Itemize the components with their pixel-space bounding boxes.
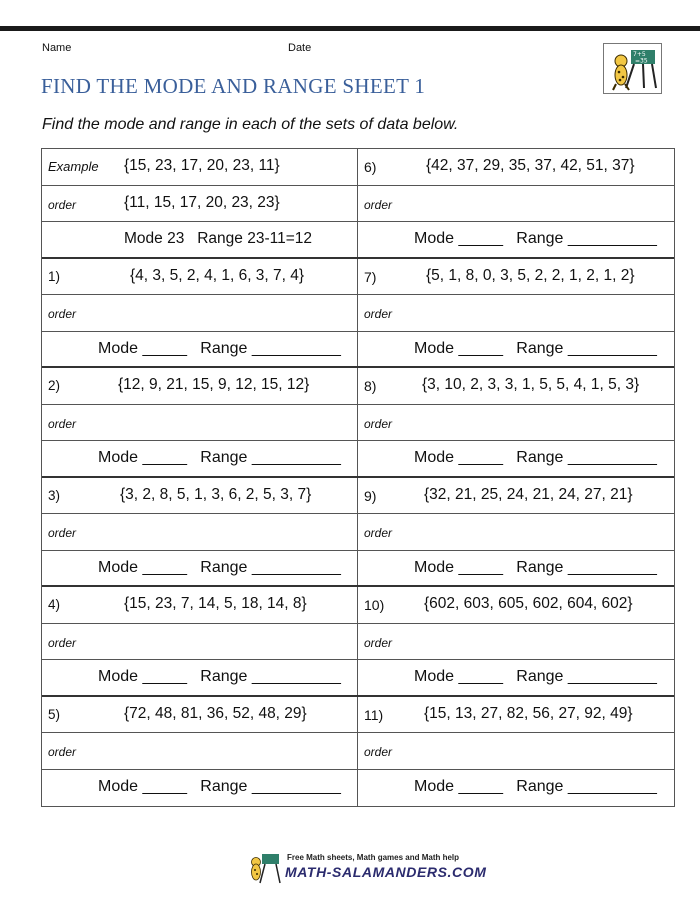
order-cell[interactable] [358,733,674,769]
order-cell[interactable] [358,624,674,660]
table-row [42,295,674,332]
problem-set: {5, 1, 8, 0, 3, 5, 2, 2, 1, 2, 1, 2} [426,266,635,284]
table-row [42,587,674,624]
answer-cell[interactable] [42,441,358,476]
order-cell[interactable] [42,733,358,769]
problem-set: {602, 603, 605, 602, 604, 602} [424,595,633,612]
answer-cell[interactable] [358,660,674,695]
logo-board-text-2: =35 [635,57,648,65]
answer-cell[interactable] [358,770,674,807]
answer-line: Mode _____ Range __________ [98,339,341,357]
order-cell[interactable] [42,624,358,660]
problem-number: 3) [48,487,61,503]
problem-set: {15, 23, 7, 14, 5, 18, 14, 8} [124,595,307,612]
problem-set: {72, 48, 81, 36, 52, 48, 29} [124,704,307,722]
example-answer: Mode 23 Range 23-11=12 [124,230,313,247]
order-cell[interactable] [358,186,674,222]
answer-line: Mode _____ Range __________ [414,668,657,685]
problem-set: {12, 9, 21, 15, 9, 12, 15, 12} [118,376,310,393]
problem-number: 6) [364,159,377,175]
example-set: {15, 23, 17, 20, 23, 11} [124,157,280,174]
table-row [42,368,674,405]
footer-tagline: Free Math sheets, Math games and Math help [287,853,460,862]
answer-line: Mode _____ Range __________ [414,777,657,795]
problem-11-cell [358,697,674,733]
problem-number: 10) [364,597,385,613]
top-rule [0,26,700,31]
problem-9-cell [358,478,674,514]
problem-set: {3, 2, 8, 5, 1, 3, 6, 2, 5, 3, 7} [120,485,312,503]
answer-line: Mode _____ Range __________ [98,668,341,685]
table-row [42,551,674,588]
problem-8-cell [358,368,674,404]
table-row [42,624,674,661]
answer-cell[interactable] [42,551,358,586]
answer-cell[interactable] [358,551,674,586]
answer-cell[interactable] [358,332,674,367]
date-label: Date [288,42,312,54]
order-cell[interactable] [358,514,674,550]
problem-5-cell [42,697,358,733]
problem-number: 9) [364,487,377,504]
problem-number: 1) [48,268,61,284]
answer-cell[interactable] [42,660,358,695]
problem-number: 2) [48,378,61,393]
example-order-cell [42,186,358,222]
order-label: order [364,416,393,431]
problem-number: 8) [364,378,377,394]
answer-cell[interactable] [358,222,674,257]
problem-6-cell [358,149,674,185]
instructions: Find the mode and range in each of the sets of data below. [42,116,459,133]
problem-2-cell [42,368,358,404]
table-row [42,478,674,515]
order-cell[interactable] [42,514,358,550]
problem-number: 7) [364,268,377,285]
table-row [42,514,674,551]
order-label: order [364,526,393,540]
problem-set: {32, 21, 25, 24, 21, 24, 27, 21} [424,485,633,503]
problem-grid [41,148,675,807]
footer-site-link[interactable]: MATH-SALAMANDERS.COM [285,864,487,880]
example-order-value: {11, 15, 17, 20, 23, 23} [124,193,280,211]
problem-number: 5) [48,706,61,722]
table-row [42,660,674,697]
order-label: order [48,416,77,431]
salamander-logo-icon [603,43,662,94]
order-label: order [364,307,393,321]
order-label: order [48,307,77,321]
page-title: FIND THE MODE AND RANGE SHEET 1 [41,74,426,98]
example-label: Example [48,159,99,174]
table-row [42,697,674,734]
problem-3-cell [42,478,358,514]
answer-line: Mode _____ Range __________ [414,339,657,357]
order-label: order [48,526,77,540]
table-row [42,770,674,807]
order-cell[interactable] [358,405,674,441]
order-cell[interactable] [358,295,674,331]
order-label: order [48,197,77,212]
problem-set: {3, 10, 2, 3, 3, 1, 5, 5, 4, 1, 5, 3} [422,376,640,393]
problem-set: {4, 3, 5, 2, 4, 1, 6, 3, 7, 4} [130,266,305,284]
salamander-mascot-icon [247,851,283,885]
answer-line: Mode _____ Range __________ [98,777,341,795]
table-row [42,733,674,770]
answer-line: Mode _____ Range __________ [414,449,657,466]
order-label: order [364,635,393,650]
logo-board-text-1: 7+5 [633,51,646,58]
name-label: Name [42,42,72,54]
answer-line: Mode _____ Range __________ [414,230,657,247]
order-cell[interactable] [42,295,358,331]
answer-line: Mode _____ Range __________ [98,558,341,576]
problem-1-cell [42,259,358,295]
problem-number: 4) [48,597,61,612]
table-row [42,405,674,442]
answer-cell[interactable] [42,770,358,807]
table-row [42,186,674,223]
example-answer-cell [42,222,358,257]
order-label: order [364,745,393,759]
answer-cell[interactable] [42,332,358,367]
answer-cell[interactable] [358,441,674,476]
table-row [42,332,674,369]
problem-number: 11) [364,706,384,723]
table-row [42,149,674,186]
problem-set: {15, 13, 27, 82, 56, 27, 92, 49} [424,704,633,722]
table-row [42,222,674,259]
order-cell[interactable] [42,405,358,441]
problem-set: {42, 37, 29, 35, 37, 42, 51, 37} [426,157,635,174]
footer[interactable] [247,851,487,885]
answer-line: Mode _____ Range __________ [414,558,657,576]
order-label: order [48,635,77,650]
table-row [42,259,674,296]
example-cell [42,149,358,185]
problem-10-cell [358,587,674,623]
problem-7-cell [358,259,674,295]
answer-line: Mode _____ Range __________ [98,449,341,466]
order-label: order [364,197,393,212]
problem-4-cell [42,587,358,623]
table-row [42,441,674,478]
order-label: order [48,745,77,759]
